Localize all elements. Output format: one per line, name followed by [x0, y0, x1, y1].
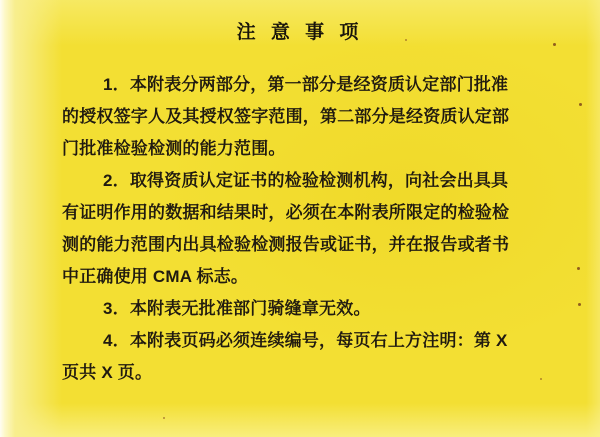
paper-speck: [578, 303, 581, 306]
paper-speck: [163, 417, 165, 419]
paragraph-1: [62, 69, 540, 165]
text-line: 测的能力范围内出具检验检测报告或证书，并在报告或者书: [62, 235, 510, 254]
paper-speck: [577, 267, 580, 270]
paper-speck: [579, 103, 582, 106]
paper-speck: [540, 378, 542, 380]
paper-speck: [553, 43, 556, 46]
paragraph-2: [62, 165, 540, 293]
text-line: 中正确使用 CMA 标志。: [62, 267, 249, 286]
paper-speck: [405, 39, 407, 41]
text-line: 1．本附表分两部分，第一部分是经资质认定部门批准: [103, 75, 509, 94]
text-line: 有证明作用的数据和结果时，必须在本附表所限定的检验检: [62, 203, 510, 222]
text-line: 2．取得资质认定证书的检验检测机构，向社会出具具: [103, 171, 509, 190]
paragraph-4: [62, 325, 540, 389]
text-line: 的授权签字人及其授权签字范围，第二部分是经资质认定部: [62, 107, 510, 126]
paragraph-3: [62, 293, 540, 325]
text-line: 门批准检验检测的能力范围。: [62, 139, 286, 158]
page-title: 注 意 事 项: [236, 22, 364, 43]
text-line: 3．本附表无批准部门骑缝章无效。: [103, 299, 371, 318]
text-line: 页共 X 页。: [62, 363, 153, 382]
notice-body: [62, 69, 540, 389]
text-line: 4．本附表页码必须连续编号，每页右上方注明：第 X: [103, 331, 508, 350]
